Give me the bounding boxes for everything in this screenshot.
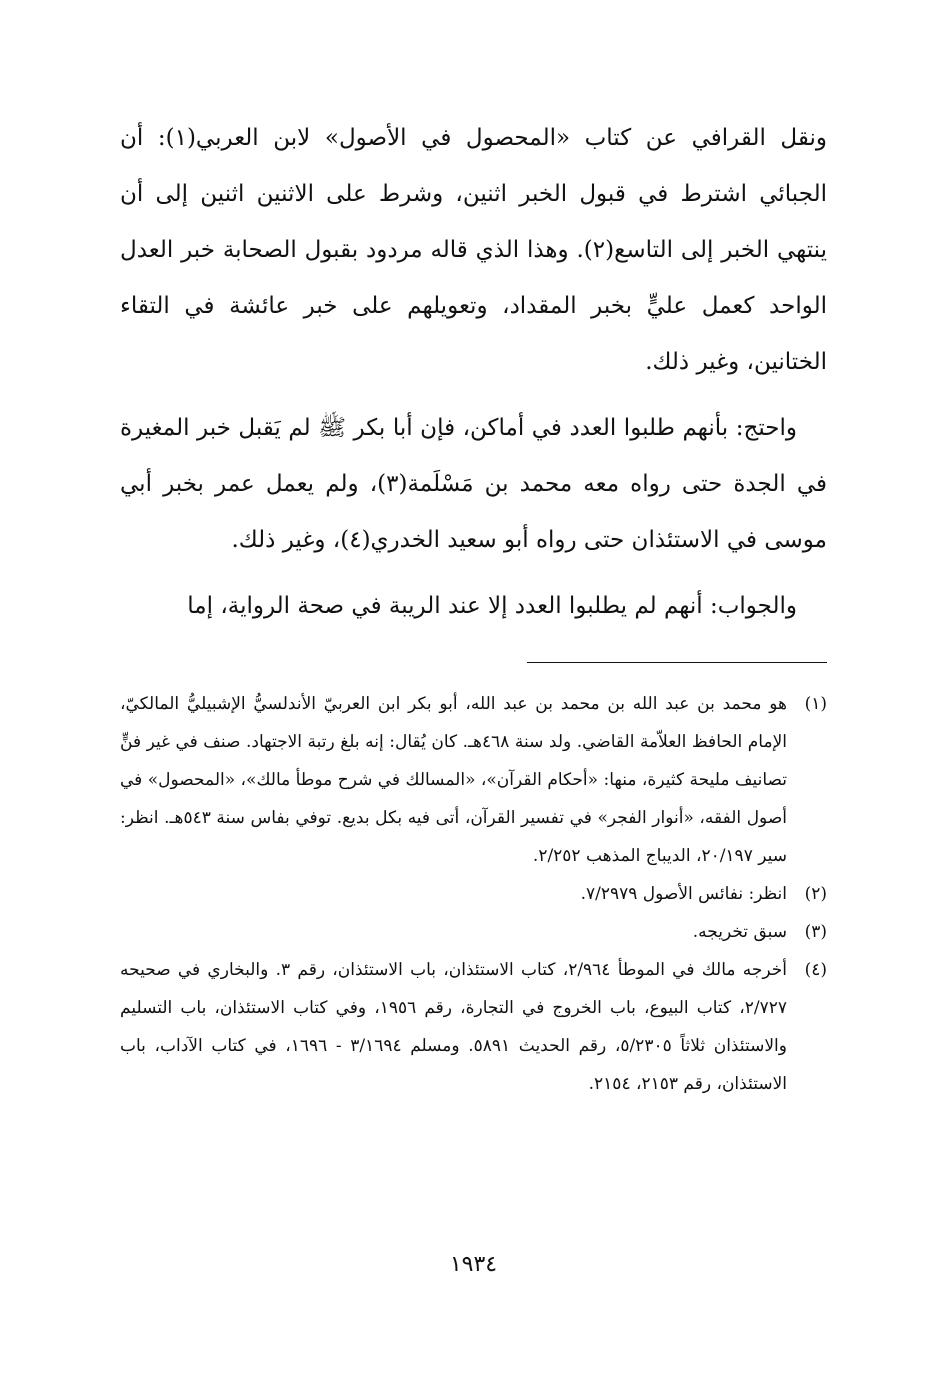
footnote-1	[120, 685, 827, 875]
footnote-2	[120, 875, 827, 913]
footnotes	[120, 685, 827, 1103]
footnote-number: (٣)	[804, 922, 827, 942]
footnote-number: (٢)	[804, 884, 827, 904]
footnote-number: (٤)	[804, 960, 827, 980]
paragraph-2: واحتج: بأنهم طلبوا العدد في أماكن، فإن أبا بكر ﷺ لم يَقبل خبر المغيرة في الجدة حتى رواه معه محمد بن مَسْلَمة(٣)، ولم يعمل عمر بخبر أبي موسى في الاستئذان حتى رواه أبو سعيد الخدري(٤)، وغير ذلك.	[120, 415, 827, 553]
footnote-text: سبق تخريجه.	[692, 922, 787, 942]
page-number: ١٩٣٤	[449, 1252, 498, 1277]
footnote-text: انظر: نفائس الأصول ٧/٢٩٧٩.	[580, 884, 787, 904]
footnote-separator-wrap	[120, 644, 827, 685]
footnote-text: أخرجه مالك في الموطأ ٢/٩٦٤، كتاب الاستئذان، باب الاستئذان، رقم ٣. والبخاري في صحيحه ٢/٧٢٧، كتاب البيوع، باب الخروج في التجارة، رقم ١٩٥٦، وفي كتاب الاستئذان، باب التسليم والاستئذان ثلاثاً ٥/٢٣٠٥، رقم الحديث ٥٨٩١. ومسلم ٣/١٦٩٤ - ١٦٩٦، في كتاب الآداب، باب الاستئذان، رقم ٢١٥٣، ٢١٥٤.	[120, 960, 787, 1094]
paragraph-1: ونقل القرافي عن كتاب «المحصول في الأصول» لابن العربي(١): أن الجبائي اشترط في قبول الخبر اثنين، وشرط على الاثنين اثنين إلى أن ينتهي الخبر إلى التاسع(٢). وهذا الذي قاله مردود بقبول الصحابة خبر العدل الواحد كعمل عليٍّ بخبر المقداد، وتعويلهم على خبر عائشة في التقاء الختانين، وغير ذلك.	[120, 125, 828, 375]
footnote-4	[120, 951, 827, 1103]
footnote-3	[120, 913, 827, 951]
page	[120, 110, 827, 1103]
footnote-text: هو محمد بن عبد الله بن محمد بن عبد الله، أبو بكر ابن العربيّ الأندلسيُّ الإشبيليُّ المالكيّ، الإمام الحافظ العلاّمة القاضي. ولد سنة ٤٦٨هـ. كان يُقال: إنه بلغ رتبة الاجتهاد. صنف في غير فنٍّ تصانيف مليحة كثيرة، منها: «أحكام القرآن»، «المسالك في شرح موطأ مالك»، «المحصول» في أصول الفقه، «أنوار الفجر» في تفسير القرآن، أتى فيه بكل بديع. توفي بفاس سنة ٥٤٣هـ. انظر: سير ٢٠/١٩٧، الديباج المذهب ٢/٢٥٢.	[120, 694, 787, 866]
footnote-number: (١)	[804, 694, 827, 714]
main-text	[120, 110, 827, 634]
footnote-separator	[527, 662, 827, 663]
paragraph-3: والجواب: أنهم لم يطلبوا العدد إلا عند الريبة في صحة الرواية، إما	[187, 593, 797, 619]
